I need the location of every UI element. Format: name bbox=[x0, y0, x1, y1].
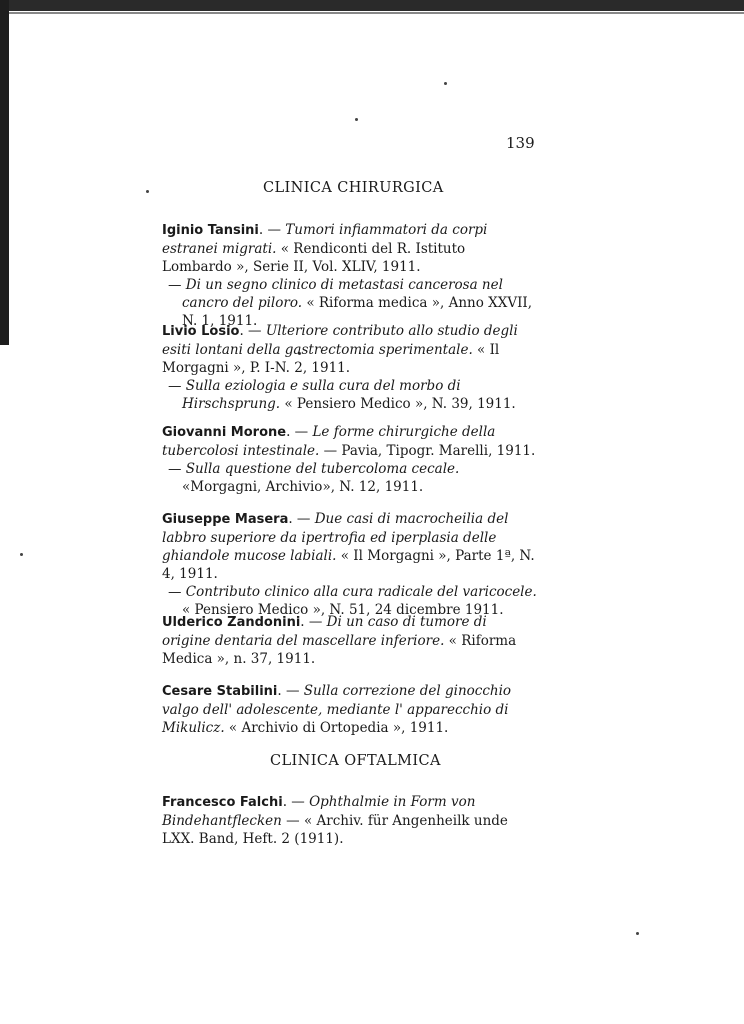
bibliography-entry bbox=[162, 793, 538, 848]
work-title: Sulla correzione del ginocchio valgo dell' adolescente, mediante l' apparecchio di Mikulicz. bbox=[162, 683, 512, 736]
entry-main: Livio Losio. — Ulteriore contributo allo studio degli esiti lontani della gastrectomia sperimentale. « Il Morgagni », P. I-N. 2, 1911. bbox=[162, 323, 518, 376]
author-name: Francesco Falchi bbox=[162, 795, 283, 810]
work-title: Di un caso di tumore di origine dentaria del mascellare inferiore. bbox=[162, 614, 487, 649]
author-name: Giuseppe Masera bbox=[162, 512, 289, 527]
work-source: — « Archiv. für Angenheilk unde LXX. Band, Heft. 2 (1911). bbox=[162, 813, 508, 847]
author-name: Ulderico Zandonini bbox=[162, 615, 301, 630]
scan-speck bbox=[20, 553, 23, 556]
author-name: Iginio Tansini bbox=[162, 223, 259, 238]
work-source: « Pensiero Medico », N. 39, 1911. bbox=[280, 396, 516, 412]
work-source: « Il Morgagni », P. I-N. 2, 1911. bbox=[162, 342, 500, 376]
bibliography-entry bbox=[162, 322, 538, 413]
entry-sub: — Sulla questione del tubercoloma cecale. «Morgagni, Archivio», N. 12, 1911. bbox=[168, 461, 460, 495]
entry-main: Giovanni Morone. — Le forme chirurgiche della tubercolosi intestinale. — Pavia, Tipogr. Marelli, 1911. bbox=[162, 424, 536, 459]
scan-top-border-thin bbox=[0, 12, 744, 14]
scan-speck bbox=[636, 932, 639, 935]
work-source: « Il Morgagni », Parte 1ª, N. 4, 1911. bbox=[162, 548, 535, 582]
work-source: « Riforma medica », Anno XXVII, N. 1, 1911. bbox=[182, 295, 533, 329]
bibliography-entry bbox=[162, 613, 538, 668]
work-source: « Rendiconti del R. Istituto Lombardo », Serie II, Vol. XLIV, 1911. bbox=[162, 241, 466, 275]
entry-main: Giuseppe Masera. — Due casi di macrocheilia del labbro superiore da ipertrofia ed iperplasia delle ghiandole mucose labiali. « Il Morgagni », Parte 1ª, N. 4, 1911. bbox=[162, 511, 535, 582]
scan-speck bbox=[355, 118, 358, 121]
scan-speck bbox=[146, 190, 149, 193]
work-source: « Archivio di Ortopedia », 1911. bbox=[224, 720, 449, 736]
scan-left-edge-shadow bbox=[0, 0, 9, 345]
entry-sub: — Contributo clinico alla cura radicale del varicocele. « Pensiero Medico », N. 51, 24 dicembre 1911. bbox=[168, 584, 537, 618]
page-number: 139 bbox=[506, 134, 535, 152]
entry-main: Iginio Tansini. — Tumori infiammatori da corpi estranei migrati. « Rendiconti del R. Istituto Lombardo », Serie II, Vol. XLIV, 1911. bbox=[162, 222, 488, 275]
author-name: Livio Losio bbox=[162, 324, 240, 339]
bibliography-entry bbox=[162, 423, 538, 496]
section-title-chirurgica: CLINICA CHIRURGICA bbox=[263, 180, 444, 196]
work-title: Ophthalmie in Form von Bindehantflecken bbox=[162, 794, 476, 829]
work-title: Di un segno clinico di metastasi cancerosa nel cancro del piloro. bbox=[182, 277, 503, 311]
work-source: « Pensiero Medico », N. 51, 24 dicembre 1911. bbox=[182, 602, 504, 618]
entry-main: Ulderico Zandonini. — Di un caso di tumore di origine dentaria del mascellare inferiore. « Riforma Medica », n. 37, 1911. bbox=[162, 614, 517, 667]
work-title: Sulla eziologia e sulla cura del morbo di Hirschsprung. bbox=[182, 378, 461, 412]
entry-sub: — Sulla eziologia e sulla cura del morbo di Hirschsprung. « Pensiero Medico », N. 39, 1911. bbox=[168, 378, 516, 412]
work-title: Sulla questione del tubercoloma cecale. bbox=[185, 461, 460, 477]
work-source: — Pavia, Tipogr. Marelli, 1911. bbox=[319, 443, 536, 459]
author-name: Cesare Stabilini bbox=[162, 684, 278, 699]
entry-main: Francesco Falchi. — Ophthalmie in Form von Bindehantflecken — « Archiv. für Angenheilk unde LXX. Band, Heft. 2 (1911). bbox=[162, 794, 508, 847]
scan-top-border bbox=[0, 0, 744, 11]
bibliography-entry bbox=[162, 510, 538, 619]
work-source: « Riforma Medica », n. 37, 1911. bbox=[162, 633, 517, 667]
work-title: Le forme chirurgiche della tubercolosi intestinale. bbox=[162, 424, 496, 459]
scan-speck bbox=[444, 82, 447, 85]
work-title: Ulteriore contributo allo studio degli esiti lontani della gastrectomia sperimentale. bbox=[162, 323, 518, 358]
entry-sub: — Di un segno clinico di metastasi cancerosa nel cancro del piloro. « Riforma medica », Anno XXVII, N. 1, 1911. bbox=[168, 277, 533, 329]
work-title: Tumori infiammatori da corpi estranei migrati. bbox=[162, 222, 488, 257]
entry-main: Cesare Stabilini. — Sulla correzione del ginocchio valgo dell' adolescente, mediante l' apparecchio di Mikulicz. « Archivio di Ortopedia », 1911. bbox=[162, 683, 512, 736]
bibliography-entry bbox=[162, 221, 538, 330]
work-title: Contributo clinico alla cura radicale del varicocele. bbox=[185, 584, 537, 600]
bibliography-entry bbox=[162, 682, 538, 737]
work-source: «Morgagni, Archivio», N. 12, 1911. bbox=[182, 479, 424, 495]
author-name: Giovanni Morone bbox=[162, 425, 287, 440]
section-title-oftalmica: CLINICA OFTALMICA bbox=[270, 753, 441, 769]
work-title: Due casi di macrocheilia del labbro superiore da ipertrofia ed iperplasia delle ghiandole mucose labiali. bbox=[162, 511, 509, 564]
